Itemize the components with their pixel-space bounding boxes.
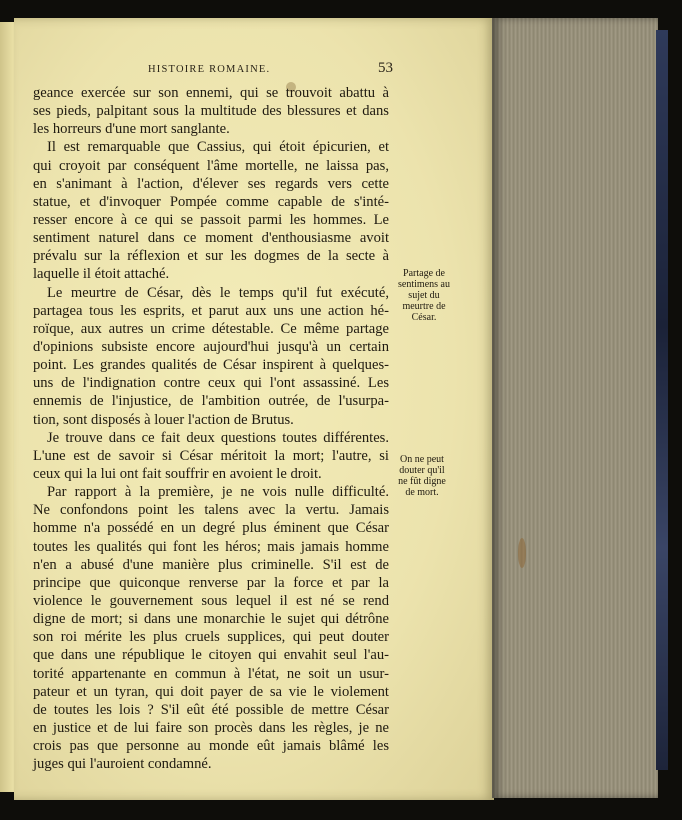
- text-line: que dans une république le citoyen qui envahit seul l'au-: [33, 647, 389, 664]
- text-line: en justice et de lui faire son procès dans les règles, je ne: [33, 719, 389, 736]
- text-line: en s'animant à l'action, d'élever ses regards vers cette: [33, 175, 389, 192]
- running-header: [148, 62, 393, 80]
- text-line: ses pieds, palpitant sous la multitude des blessures et dans: [33, 103, 389, 120]
- text-line: Je trouve dans ce fait deux questions toutes différentes.: [47, 429, 389, 446]
- margin-note-line: sentimens au: [398, 279, 450, 290]
- paragraph: [33, 483, 389, 773]
- text-line: digne de mort; si dans une monarchie le sujet qui détrône: [33, 611, 389, 628]
- text-line: violence le gouvernement sous lequel il est né se rend: [33, 592, 389, 609]
- text-line: qui croyoit par conséquent l'âme mortelle, ne laissa pas,: [33, 157, 389, 174]
- text-line: son roi mérite les plus cruels supplices, qui peut douter: [33, 629, 389, 646]
- text-line: juges qui l'auroient condamné.: [33, 756, 212, 773]
- text-line: ennemis de l'injustice, de l'ambition outrée, de l'usurpa-: [33, 393, 389, 410]
- margin-note-partage: [392, 268, 456, 323]
- book-cover-edge: [656, 30, 668, 770]
- text-line: Il est remarquable que Cassius, qui étoit épicurien, et: [47, 139, 389, 156]
- text-line: sentiment naturel dans ce moment d'enthousiasme avoit: [33, 230, 389, 247]
- text-line: statue, et d'invoquer Pompée comme capable de s'inté-: [33, 193, 389, 210]
- text-line: les horreurs d'une mort sanglante.: [33, 121, 230, 138]
- edge-stain: [518, 538, 526, 568]
- text-line: Le meurtre de César, dès le temps qu'il fut exécuté,: [47, 284, 389, 301]
- text-line: crois pas que personne au monde eût jamais blâmé les: [33, 738, 389, 755]
- text-line: ceux qui la lui ont fait souffrir en avoient le droit.: [33, 465, 322, 482]
- margin-note-line: Partage de: [403, 268, 445, 279]
- text-line: de toutes les lois ? S'il eût été possible de mettre César: [33, 701, 389, 718]
- margin-note-line: douter qu'il: [399, 465, 445, 476]
- text-line: point. Les grandes qualités de César inspirent à quelques-: [33, 357, 389, 374]
- text-line: toutes les qualités qui font les héros; mais jamais homme: [33, 538, 389, 555]
- paragraph: [33, 84, 389, 138]
- text-line: Par rapport à la première, je ne vois nulle difficulté.: [47, 484, 389, 501]
- paragraph: [33, 138, 389, 283]
- text-line: pateur et un tyran, qui doit payer de sa vie le violement: [33, 683, 389, 700]
- text-line: roïque, aux autres un crime détestable. Ce même partage: [33, 320, 389, 337]
- margin-note-line: de mort.: [405, 487, 439, 498]
- text-line: prévalu sur la réflexion et sur les dogmes de la secte à: [33, 248, 389, 265]
- text-line: laquelle il étoit attaché.: [33, 266, 170, 283]
- text-line: torité appartenante en commun à l'état, ne soit un usur-: [33, 665, 389, 682]
- text-line: L'une est de savoir si César méritoit la mort; l'autre, si: [33, 447, 389, 464]
- text-line: resser encore à ce qui se passoit parmi les hommes. Le: [33, 211, 389, 228]
- text-line: tion, sont disposés à louer l'action de Brutus.: [33, 411, 294, 428]
- running-title: HISTOIRE ROMAINE.: [148, 64, 271, 75]
- text-line: geance exercée sur son ennemi, qui se trouvoit abattu à: [33, 85, 389, 101]
- text-line: Ne confondons point les talens avec la vertu. Jamais: [33, 502, 389, 519]
- text-line: homme n'a possédé en un degré plus éminent que César: [33, 520, 389, 537]
- margin-note-line: meurtre de: [402, 301, 446, 312]
- margin-note-digne-de-mort: [390, 454, 454, 498]
- paragraph: [33, 429, 389, 483]
- text-line: d'opinions subsiste encore aujourd'hui jusqu'à un certain: [33, 338, 389, 355]
- margin-note-line: César.: [411, 312, 437, 323]
- margin-note-line: On ne peut: [400, 454, 444, 465]
- margin-note-line: sujet du: [408, 290, 440, 301]
- page-number: 53: [378, 60, 393, 76]
- body-text: [33, 84, 389, 773]
- text-line: uns de l'indignation contre ceux qui l'ont assassiné. Les: [33, 375, 389, 392]
- text-line: n'en a abusé d'une manière plus criminelle. S'il est de: [33, 556, 389, 573]
- margin-note-line: ne fût digne: [398, 476, 446, 487]
- text-line: principe que quiconque renverse par la force et par la: [33, 574, 389, 591]
- text-line: partagea tous les esprits, et parut aux uns une action hé-: [33, 302, 389, 319]
- page-edges: [492, 18, 658, 798]
- paragraph: [33, 284, 389, 429]
